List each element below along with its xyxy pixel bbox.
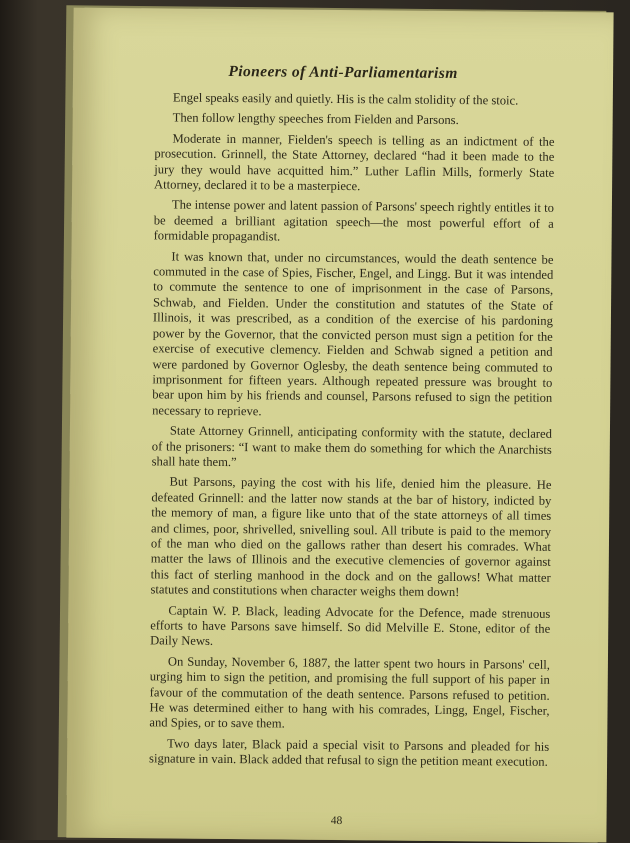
paragraph: On Sunday, November 6, 1887, the latter spent two hours in Parsons' cell, urging him to sign the petition, and promising the full support of his paper in favour of the commutation of the death sentence. Parsons refused to petition. He was determined either to hang with his comrades, Lingg, Engel, Fischer, and Spies, or to save them. bbox=[149, 654, 550, 731]
paragraph: State Attorney Grinnell, anticipating conformity with the statute, declared of the prisoners: “I want to make them do something for which the Anarchists shall hate them.” bbox=[151, 423, 552, 470]
paragraph: The intense power and latent passion of Parsons' speech rightly entitles it to be deemed a brilliant agitation speech—the most powerful effort of a formidable propagandist. bbox=[153, 197, 554, 244]
paragraph: Then follow lengthy speeches from Fielden and Parsons. bbox=[172, 110, 459, 128]
paragraph: Captain W. P. Black, leading Advocate for the Defence, made strenuous efforts to have Parsons save himself. So did Melville E. Stone, editor of the Daily News. bbox=[150, 603, 551, 649]
paragraph: Engel speaks easily and quietly. His is the calm stolidity of the stoic. bbox=[172, 90, 519, 108]
book-page bbox=[66, 8, 613, 843]
paragraph: Two days later, Black paid a special visit to Parsons and pleaded for his signature in vain. Black added that refusal to sign the petition meant execution. bbox=[149, 736, 550, 770]
body-text bbox=[149, 90, 555, 775]
paragraph: Moderate in manner, Fielden's speech is telling as an indictment of the prosecution. Grinnell, the State Attorney, declared “had it been made to the jury they would have acquitted him.” Luther Laflin Mills, formerly State Attorney, declared it to be a masterpiece. bbox=[154, 131, 555, 194]
paragraph: But Parsons, paying the cost with his life, denied him the pleasure. He defeated Grinnell: and the latter now stands at the bar of history, indicted by the memory of man, a figure like unto that of the state attorneys of all times and climes, poor, shrivelled, snivelling soul. All tribute is paid to the memory of the man who died on the gallows rather than desert his comrades. What matter the laws of Illinois and the executive clemencies of governor against this fact of sterling manhood in the dock and on the gallows! What matter statutes and constitutions when character weighs them down! bbox=[150, 474, 552, 600]
paragraph: It was known that, under no circumstances, would the death sentence be commuted in the case of Spies, Fischer, Engel, and Lingg. But it was intended to commute the sentence to one of imprisonment in the case of Parsons, Schwab, and Fielden. Under the constitution and statutes of the State of Illinois, it was prescribed, as a condition of the exercise of his pardoning power by the Governor, that the convicted person must sign a petition for the exercise of executive clemency. Fielden and Schwab signed a petition and were pardoned by Governor Oglesby, the death sentence being commuted to imprisonment for fifteen years. Although repeated pressure was brought to bear upon him by his friends and counsel, Parsons refused to sign the petition necessary to reprieve. bbox=[152, 249, 554, 419]
page-number: 48 bbox=[330, 814, 343, 828]
running-header: Pioneers of Anti-Parliamentarism bbox=[228, 63, 458, 83]
